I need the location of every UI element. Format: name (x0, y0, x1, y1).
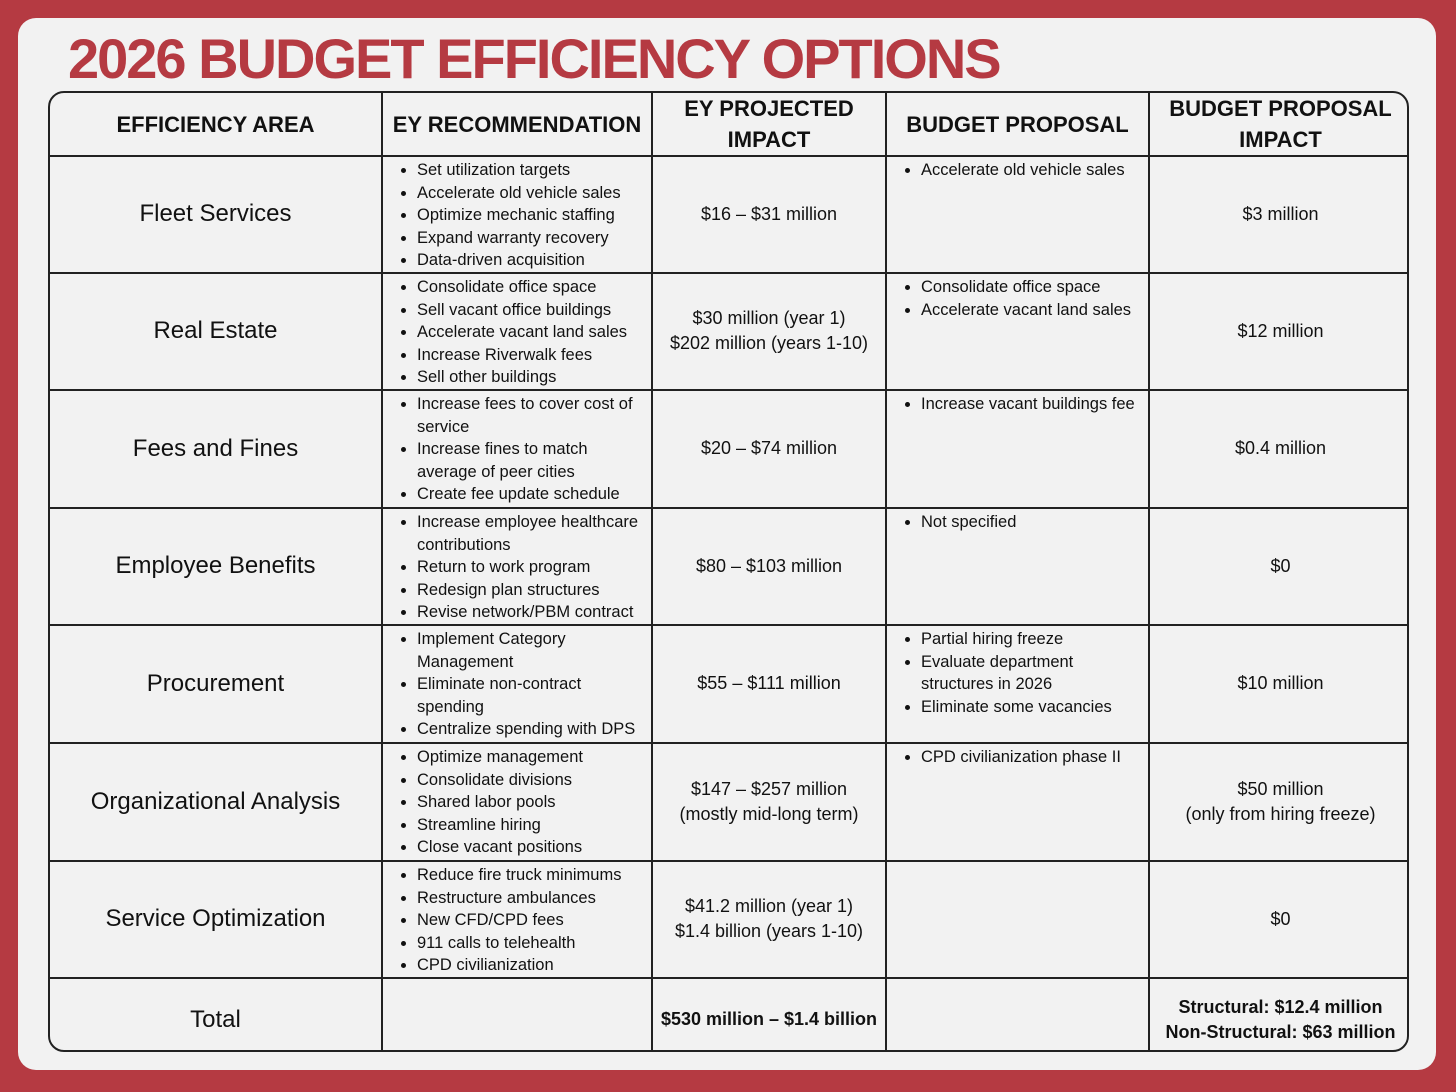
proposal-cell (886, 861, 1149, 978)
area-cell: Fees and Fines (50, 390, 382, 508)
list-item: • Shared labor pools (417, 791, 647, 814)
list-item: • Implement Category Management (417, 628, 647, 673)
list-item: • Centralize spending with DPS (417, 718, 647, 741)
total-label: Total (50, 978, 382, 1052)
list-item: • Evaluate department structures in 2026 (921, 651, 1144, 696)
list-item: • Sell vacant office buildings (417, 299, 647, 322)
ey-impact-cell (652, 743, 886, 861)
table-row (50, 508, 1409, 625)
list-item: • Consolidate divisions (417, 769, 647, 792)
table-row (50, 625, 1409, 743)
recommendation-list (383, 862, 651, 977)
header-budget-proposal: BUDGET PROPOSAL (886, 93, 1149, 156)
list-item: • Return to work program (417, 556, 647, 579)
area-cell: Fleet Services (50, 156, 382, 273)
list-item: • Revise network/PBM contract (417, 601, 647, 624)
budget-impact-cell (1149, 625, 1409, 743)
ey-impact-value: $1.4 billion (years 1-10) (674, 921, 864, 942)
ey-impact-value: $55 – $111 million (697, 673, 841, 694)
list-item: • Consolidate office space (921, 276, 1144, 299)
efficiency-table (48, 91, 1409, 1052)
area-cell: Procurement (50, 625, 382, 743)
list-item: • Close vacant positions (417, 836, 647, 859)
proposal-cell (886, 625, 1149, 743)
budget-impact-value: $0 (1270, 555, 1291, 576)
budget-impact-value: $0 (1270, 908, 1291, 929)
proposal-list (887, 744, 1148, 769)
area-cell: Service Optimization (50, 861, 382, 978)
table-row (50, 861, 1409, 978)
budget-impact-cell (1149, 861, 1409, 978)
list-item: • Sell other buildings (417, 366, 647, 389)
ey-impact-cell (652, 156, 886, 273)
area-cell: Organizational Analysis (50, 743, 382, 861)
list-item: • Set utilization targets (417, 159, 647, 182)
recommendation-cell (382, 273, 652, 390)
recommendation-cell (382, 390, 652, 508)
list-item: • Accelerate vacant land sales (417, 321, 647, 344)
list-item: • Accelerate old vehicle sales (921, 159, 1144, 182)
header-ey-recommendation: EY RECOMMENDATION (382, 93, 652, 156)
list-item: • Increase fees to cover cost of service (417, 393, 647, 438)
recommendation-cell (382, 625, 652, 743)
ey-impact-cell (652, 390, 886, 508)
proposal-cell (886, 508, 1149, 625)
ey-impact-value: $20 – $74 million (700, 438, 838, 459)
total-budget-impact (1149, 978, 1409, 1052)
list-item: • Accelerate old vehicle sales (417, 182, 647, 205)
list-item: • CPD civilianization (417, 954, 647, 977)
page-title: 2026 BUDGET EFFICIENCY OPTIONS (68, 27, 1000, 90)
table-row (50, 743, 1409, 861)
proposal-list (887, 391, 1148, 416)
list-item: • Restructure ambulances (417, 887, 647, 910)
ey-impact-value: $16 – $31 million (700, 203, 838, 224)
total-row (50, 978, 1409, 1052)
table-row (50, 390, 1409, 508)
ey-impact-value: $202 million (years 1-10) (669, 333, 869, 354)
list-item: • Create fee update schedule (417, 483, 647, 506)
proposal-list (887, 274, 1148, 321)
area-cell: Employee Benefits (50, 508, 382, 625)
recommendation-list (383, 626, 651, 741)
ey-impact-cell (652, 273, 886, 390)
header-efficiency-area: EFFICIENCY AREA (50, 93, 382, 156)
proposal-cell (886, 156, 1149, 273)
recommendation-list (383, 274, 651, 389)
budget-impact-note: (only from hiring freeze) (1185, 803, 1376, 824)
total-recommendation-cell (382, 978, 652, 1052)
budget-impact-cell (1149, 743, 1409, 861)
budget-impact-value: $10 million (1237, 673, 1324, 694)
recommendation-cell (382, 861, 652, 978)
header-ey-projected-impact (652, 93, 886, 156)
proposal-list (887, 157, 1148, 182)
recommendation-cell (382, 743, 652, 861)
list-item: • Eliminate non-contract spending (417, 673, 647, 718)
header-ey-impact-line1: EY PROJECTED (684, 96, 854, 121)
budget-impact-value: $0.4 million (1234, 438, 1327, 459)
ey-impact-cell (652, 508, 886, 625)
budget-impact-cell (1149, 390, 1409, 508)
header-budget-impact-line1: BUDGET PROPOSAL (1169, 96, 1392, 121)
list-item: • Not specified (921, 511, 1144, 534)
list-item: • Accelerate vacant land sales (921, 299, 1144, 322)
ey-impact-value: (mostly mid-long term) (679, 803, 859, 824)
area-cell: Real Estate (50, 273, 382, 390)
total-non-structural: Non-Structural: $63 million (1165, 1021, 1396, 1042)
ey-impact-value: $147 – $257 million (690, 778, 848, 799)
budget-impact-value: $12 million (1237, 320, 1324, 341)
budget-impact-cell (1149, 508, 1409, 625)
list-item: • Expand warranty recovery (417, 227, 647, 250)
proposal-list (887, 509, 1148, 534)
total-structural: Structural: $12.4 million (1178, 996, 1383, 1017)
list-item: • Optimize mechanic staffing (417, 204, 647, 227)
list-item: • CPD civilianization phase II (921, 746, 1144, 769)
header-budget-impact-line2: IMPACT (1239, 127, 1322, 152)
ey-impact-value: $30 million (year 1) (692, 308, 846, 329)
total-ey-impact: $530 million – $1.4 billion (652, 978, 886, 1052)
list-item: • Reduce fire truck minimums (417, 864, 647, 887)
list-item: • Increase vacant buildings fee (921, 393, 1144, 416)
header-budget-proposal-impact (1149, 93, 1409, 156)
recommendation-list (383, 509, 651, 624)
recommendation-cell (382, 508, 652, 625)
proposal-cell (886, 273, 1149, 390)
list-item: • 911 calls to telehealth (417, 932, 647, 955)
table-row (50, 273, 1409, 390)
ey-impact-cell (652, 625, 886, 743)
header-row (50, 93, 1409, 156)
list-item: • Data-driven acquisition (417, 249, 647, 272)
ey-impact-value: $41.2 million (year 1) (684, 896, 854, 917)
recommendation-list (383, 744, 651, 859)
list-item: • New CFD/CPD fees (417, 909, 647, 932)
recommendation-list (383, 157, 651, 272)
total-proposal-cell (886, 978, 1149, 1052)
ey-impact-value: $80 – $103 million (695, 555, 843, 576)
list-item: • Increase employee healthcare contributions (417, 511, 647, 556)
ey-impact-cell (652, 861, 886, 978)
recommendation-list (383, 391, 651, 506)
list-item: • Optimize management (417, 746, 647, 769)
proposal-cell (886, 390, 1149, 508)
budget-impact-value: $50 million (1237, 778, 1324, 799)
list-item: • Increase Riverwalk fees (417, 344, 647, 367)
list-item: • Redesign plan structures (417, 579, 647, 602)
header-ey-impact-line2: IMPACT (727, 127, 811, 152)
recommendation-cell (382, 156, 652, 273)
list-item: • Consolidate office space (417, 276, 647, 299)
list-item: • Increase fines to match average of peer cities (417, 438, 647, 483)
budget-impact-cell (1149, 273, 1409, 390)
budget-impact-cell (1149, 156, 1409, 273)
list-item: • Streamline hiring (417, 814, 647, 837)
proposal-cell (886, 743, 1149, 861)
list-item: • Partial hiring freeze (921, 628, 1144, 651)
table-row (50, 156, 1409, 273)
proposal-list (887, 626, 1148, 718)
list-item: • Eliminate some vacancies (921, 696, 1144, 719)
budget-impact-value: $3 million (1242, 203, 1319, 224)
